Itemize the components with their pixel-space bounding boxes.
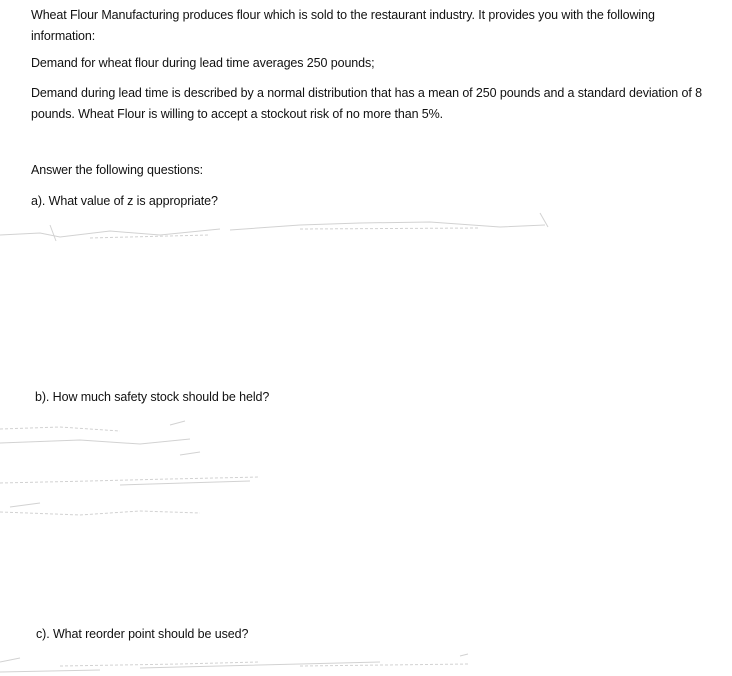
demand-average-statement: Demand for wheat flour during lead time averages 250 pounds; [31, 56, 375, 70]
question-b: b). How much safety stock should be held? [35, 390, 270, 404]
demand-distribution-statement: Demand during lead time is described by a normal distribution that has a mean of 250 pounds and a standard deviation of 8 pounds. Wheat Flour is willing to accept a stockout risk of no more than 5%. [31, 86, 702, 121]
problem-intro: Wheat Flour Manufacturing produces flour which is sold to the restaurant industry. It provides you with the following information: [31, 8, 655, 43]
question-a: a). What value of z is appropriate? [31, 194, 218, 208]
faint-erased-marks-b [0, 415, 300, 525]
question-c: c). What reorder point should be used? [36, 627, 249, 641]
answer-instructions: Answer the following questions: [31, 163, 203, 177]
faint-erased-marks-c [0, 648, 480, 676]
